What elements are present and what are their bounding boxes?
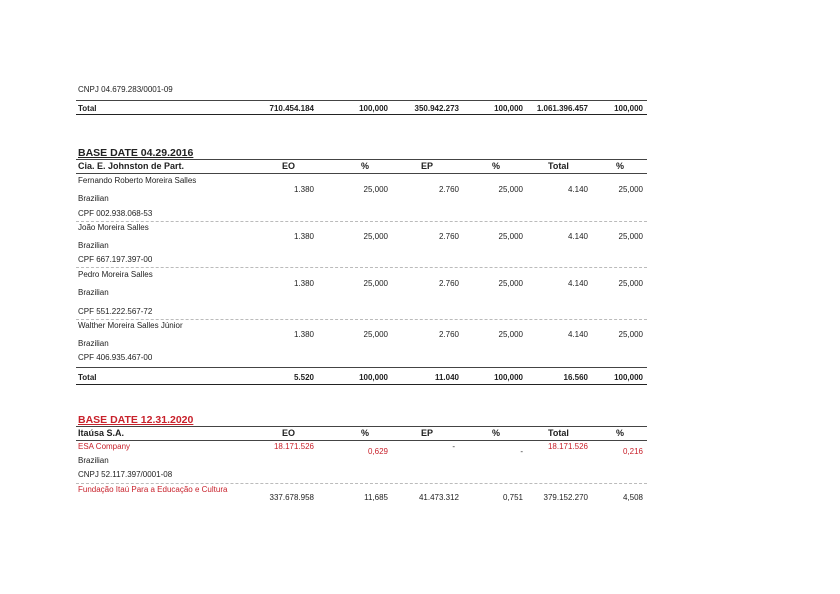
section2-title: BASE DATE 12.31.2020: [78, 414, 194, 426]
cell-total-pct: 25,000: [618, 330, 643, 339]
header-eo: EO: [282, 161, 296, 171]
section1-title: BASE DATE 04.29.2016: [78, 147, 194, 159]
total-eo-pct: 100,000: [359, 373, 388, 382]
cell-total-pct: 25,000: [618, 232, 643, 241]
cell-ep: 2.760: [438, 330, 459, 339]
top-cnpj: CNPJ 04.679.283/0001-09: [78, 85, 173, 94]
divider: [76, 367, 647, 368]
cell-ep: 2.760: [438, 232, 459, 241]
cell-eo: 18.171.526: [273, 442, 314, 451]
total-ep: 350.942.273: [414, 104, 459, 113]
divider: [76, 319, 647, 320]
divider: [76, 159, 647, 160]
divider: [76, 267, 647, 268]
shareholder-doc: CNPJ 52.117.397/0001-08: [78, 470, 173, 479]
divider: [76, 173, 647, 174]
divider: [76, 100, 647, 101]
divider: [76, 221, 647, 222]
total-label: Total: [78, 373, 97, 382]
header-ep-pct: %: [492, 161, 501, 171]
cell-total: 18.171.526: [547, 442, 588, 451]
cell-eo-pct: 11,685: [364, 493, 388, 502]
cell-ep-pct: 25,000: [498, 330, 523, 339]
shareholder-name: Fundação Itaú Para a Educação e Cultura: [78, 485, 228, 494]
header-eo-pct: %: [361, 428, 370, 438]
cell-total: 4.140: [567, 232, 588, 241]
total-label: Total: [78, 104, 97, 113]
cell-eo-pct: 25,000: [363, 279, 388, 288]
header-ep-pct: %: [492, 428, 501, 438]
shareholder-nationality: Brazilian: [78, 194, 109, 203]
cell-total-pct: 0,216: [622, 447, 643, 456]
cell-ep-pct: -: [520, 447, 523, 456]
divider: [76, 440, 647, 441]
cell-ep: 41.473.312: [418, 493, 459, 502]
cell-ep-pct: 25,000: [498, 232, 523, 241]
cell-eo-pct: 25,000: [363, 330, 388, 339]
divider: [76, 426, 647, 427]
shareholder-doc: CPF 002.938.068-53: [78, 209, 153, 218]
total-ep-pct: 100,000: [494, 373, 523, 382]
total-eo: 5.520: [293, 373, 314, 382]
cell-ep-pct: 25,000: [498, 185, 523, 194]
header-ep: EP: [421, 428, 434, 438]
shareholder-name: Walther Moreira Salles Júnior: [78, 321, 183, 330]
cell-ep: 2.760: [438, 185, 459, 194]
header-total-pct: %: [616, 161, 625, 171]
shareholder-nationality: Brazilian: [78, 339, 109, 348]
header-total: Total: [548, 161, 569, 171]
header-company: Itaúsa S.A.: [78, 428, 125, 438]
cell-eo: 1.380: [293, 279, 314, 288]
shareholder-nationality: Brazilian: [78, 288, 109, 297]
cell-total: 4.140: [567, 279, 588, 288]
cell-eo: 337.678.958: [269, 493, 314, 502]
cell-total-pct: 25,000: [618, 279, 643, 288]
total-total: 1.061.396.457: [536, 104, 588, 113]
total-total: 16.560: [563, 373, 588, 382]
total-ep: 11.040: [434, 373, 459, 382]
cell-eo: 1.380: [293, 185, 314, 194]
cell-total: 379.152.270: [543, 493, 588, 502]
shareholder-doc: CPF 667.197.397-00: [78, 255, 153, 264]
divider: [76, 114, 647, 115]
header-ep: EP: [421, 161, 434, 171]
cell-ep-pct: 25,000: [498, 279, 523, 288]
header-total: Total: [548, 428, 569, 438]
cell-total-pct: 25,000: [618, 185, 643, 194]
cell-eo: 1.380: [293, 330, 314, 339]
header-eo-pct: %: [361, 161, 370, 171]
cell-total: 4.140: [567, 185, 588, 194]
shareholder-nationality: Brazilian: [78, 241, 109, 250]
cell-ep: -: [452, 442, 455, 451]
header-total-pct: %: [616, 428, 625, 438]
total-ep-pct: 100,000: [494, 104, 523, 113]
cell-ep: 2.760: [438, 279, 459, 288]
divider: [76, 384, 647, 385]
shareholder-name: Pedro Moreira Salles: [78, 270, 153, 279]
total-total-pct: 100,000: [614, 373, 643, 382]
shareholder-name: Fernando Roberto Moreira Salles: [78, 176, 197, 185]
cell-eo-pct: 0,629: [367, 447, 388, 456]
shareholder-doc: CPF 551.222.567-72: [78, 307, 153, 316]
total-total-pct: 100,000: [614, 104, 643, 113]
cell-total: 4.140: [567, 330, 588, 339]
cell-eo-pct: 25,000: [363, 232, 388, 241]
cell-total-pct: 4,508: [622, 493, 643, 502]
header-company: Cia. E. Johnston de Part.: [78, 161, 185, 171]
cell-ep-pct: 0,751: [502, 493, 523, 502]
header-eo: EO: [282, 428, 296, 438]
shareholder-name: ESA Company: [78, 442, 131, 451]
divider: [76, 483, 647, 484]
total-eo-pct: 100,000: [359, 104, 388, 113]
shareholder-nationality: Brazilian: [78, 456, 109, 465]
shareholder-doc: CPF 406.935.467-00: [78, 353, 153, 362]
total-eo: 710.454.184: [269, 104, 314, 113]
shareholder-name: João Moreira Salles: [78, 223, 149, 232]
cell-eo: 1.380: [293, 232, 314, 241]
cell-eo-pct: 25,000: [363, 185, 388, 194]
